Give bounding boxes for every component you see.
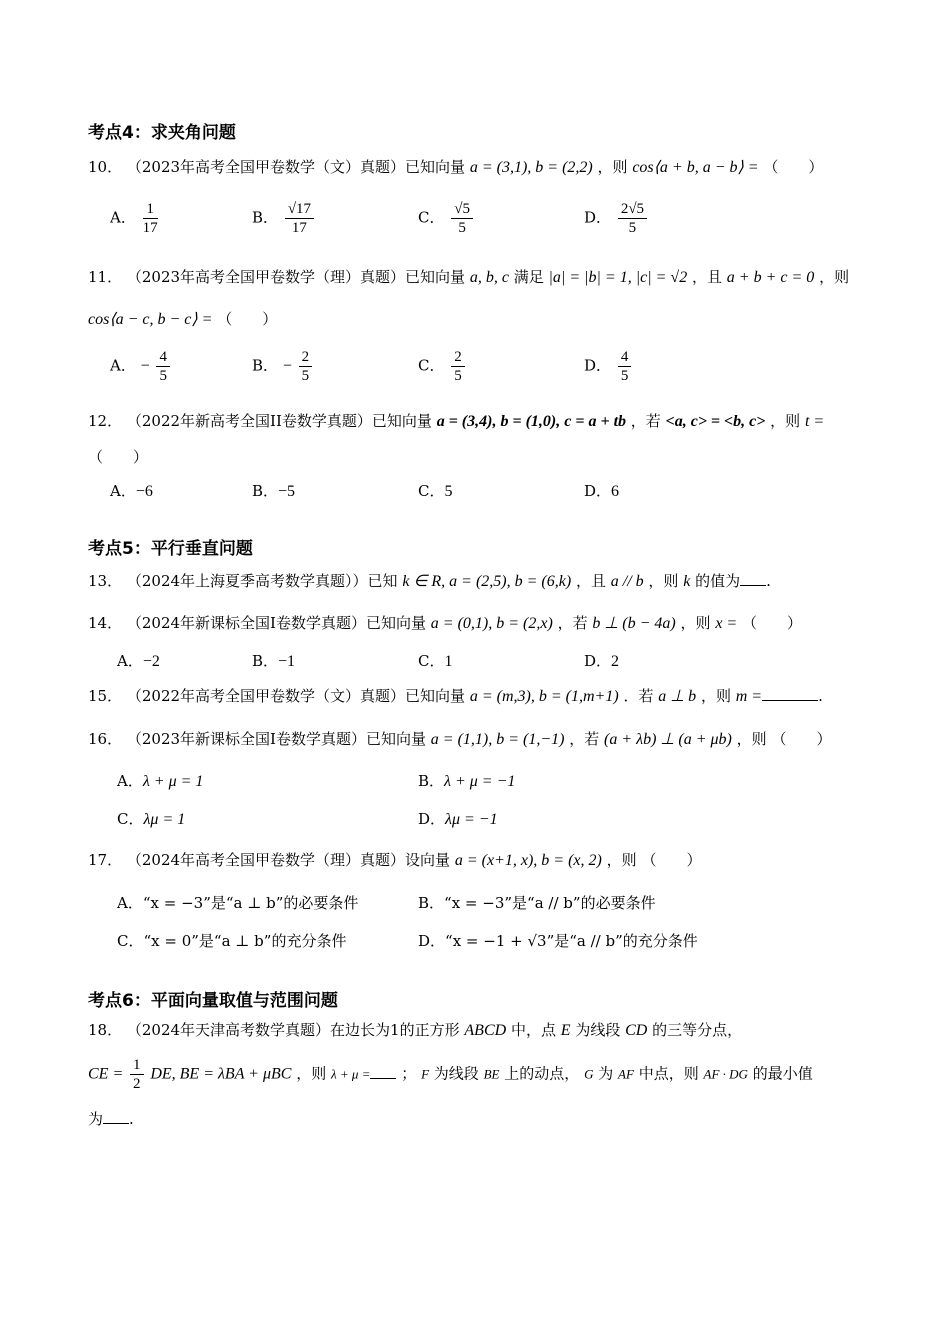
option-value: “x = −1 + √3”是“a // b”的充分条件 [445,932,698,950]
question-text: 中点，则 [638,1064,699,1083]
question-text: 的最小值 [752,1064,813,1083]
numerator: 1 [143,200,158,219]
math-expr: CE = [88,1065,124,1083]
option-value: “x = −3”是“a ⊥ b”的必要条件 [142,894,359,912]
section-title-6: 考点6：平面向量取值与范围问题 [88,991,338,1011]
math-expr: BE [483,1066,500,1082]
option-label: C． [117,932,144,950]
question-number: 16． [88,730,123,748]
question-number: 17． [88,851,123,869]
question-source: （2024年新课标全国Ⅰ卷数学真题）已知向量 [126,614,426,632]
math-expr: ABCD [464,1022,507,1039]
answer-paren: （ ） [88,448,149,466]
option-c [418,200,475,237]
numerator: √17 [285,200,314,219]
question-number: 14． [88,614,123,632]
option-label: D． [584,356,612,375]
sign: − [140,357,150,375]
fraction [285,200,314,237]
option-label: B． [252,482,279,500]
question-number: 10． [88,158,123,176]
question-text: ，则 [700,687,731,705]
option-d [584,200,649,237]
denominator: 5 [628,220,637,236]
option-label: D． [418,932,446,950]
math-expr: λ + μ = [331,1066,371,1082]
question-text: 为 [598,1064,614,1083]
option-label: A． [117,652,143,670]
math-expr: x = [715,615,738,632]
math-expr: <a, c> = <b, c> [665,413,766,430]
question-18-line3 [88,1108,134,1129]
option-label: D． [584,652,612,670]
answer-paren: （ ） [742,614,803,632]
question-text: ； [401,1064,417,1083]
option-label: D． [418,810,446,828]
question-18-line2 [88,1056,813,1093]
question-text: ，且 [691,268,722,286]
question-text: ．若 [623,687,654,705]
question-text: 的三等分点， [652,1021,743,1039]
fraction [156,348,170,385]
fraction [451,200,473,237]
option-value: 1 [444,653,453,670]
math-expr: cos⟨a + b, a − b⟩ = [632,159,759,176]
math-expr: a = (3,1), b = (2,2) [469,159,593,176]
question-18 [88,1019,742,1040]
math-expr: a = (1,1), b = (1,−1) [430,731,565,748]
question-12 [88,410,824,431]
question-text: 为线段 [575,1021,621,1039]
question-source: （2024年高考全国甲卷数学（理）真题）设向量 [126,851,451,869]
question-text: ，则 [680,614,711,632]
option-a [110,200,160,237]
option-value: λ + μ = −1 [444,773,516,790]
option-label: C． [418,208,445,227]
question-number: 11． [88,268,123,286]
option-label: B． [418,894,445,912]
math-expr: a = (m,3), b = (1,m+1) [469,688,619,705]
fraction [143,200,158,237]
question-text: 的值为 [695,572,741,590]
question-11-line2 [88,308,277,329]
option-label: A． [110,482,136,500]
option-label: B． [252,652,279,670]
option-label: D． [584,208,612,227]
math-expr: CD [625,1022,648,1039]
question-17 [88,849,701,870]
option-b [418,770,515,791]
answer-paren: （ ） [771,730,832,748]
question-10 [88,156,823,177]
numerator: 2 [299,348,313,367]
numerator: 1 [130,1056,144,1075]
question-12-line2 [88,446,148,467]
question-source: （2023年高考全国甲卷数学（文）真题）已知向量 [126,158,466,176]
question-15 [88,685,823,706]
math-expr: (a + λb) ⊥ (a + μb) [604,731,732,748]
answer-blank[interactable] [103,1109,129,1124]
option-d [418,930,698,951]
question-source: （2024年上海夏季高考数学真题））已知 [126,572,398,590]
fraction [618,348,632,385]
question-text: ，则 [648,572,679,590]
math-expr: |a| = |b| = 1, |c| = √2 [548,269,688,286]
fraction [299,348,313,385]
numerator: 4 [156,348,170,367]
question-source: （2023年新课标全国Ⅰ卷数学真题）已知向量 [126,730,426,748]
math-expr: a = (x+1, x), b = (x, 2) [454,852,602,869]
option-label: C． [418,356,445,375]
answer-paren: （ ） [763,158,824,176]
denominator: 17 [291,220,307,236]
answer-blank[interactable] [740,571,766,586]
option-d [584,348,633,385]
option-c [418,348,467,385]
option-value: λμ = 1 [143,811,186,828]
math-expr: F [421,1066,430,1082]
numerator: √5 [451,200,473,219]
denominator: 2 [133,1076,141,1092]
option-value: “x = −3”是“a // b”的必要条件 [444,894,656,912]
question-text: ，则 [819,268,850,286]
question-text: 为 [88,1110,104,1128]
denominator: 5 [159,368,167,384]
section-title-5: 考点5：平行垂直问题 [88,539,253,559]
option-value: −6 [135,483,153,500]
option-c [418,650,452,671]
option-b [418,892,656,913]
answer-paren: （ ） [641,851,702,869]
question-text: ，若 [630,412,661,430]
option-value: “x = 0”是“a ⊥ b”的充分条件 [143,932,347,950]
option-value: −1 [278,653,296,670]
math-expr: a // b [610,573,644,590]
answer-paren: （ ） [217,310,278,328]
answer-blank[interactable] [762,686,818,701]
question-text: ，则 [770,412,801,430]
question-text: . [766,572,771,590]
option-label: C． [418,652,445,670]
answer-blank[interactable] [370,1064,396,1079]
option-label: D． [584,482,612,500]
denominator: 5 [454,368,462,384]
math-expr: t = [804,413,825,430]
fraction [451,348,465,385]
option-c [117,808,185,829]
question-text: ，则 [606,851,637,869]
option-c [117,930,346,951]
option-value: −2 [142,653,160,670]
option-b [252,650,295,671]
fraction [130,1056,144,1093]
option-b [252,480,295,501]
option-label: B． [252,208,279,227]
question-text: ，则 [296,1064,327,1083]
option-value: 6 [611,483,620,500]
question-source: （2024年天津高考数学真题）在边长为1的正方形 [126,1021,460,1039]
question-text: . [129,1110,134,1128]
math-expr: k [683,573,691,590]
question-text: 上的动点， [504,1064,580,1083]
question-11 [88,266,849,287]
denominator: 17 [142,220,158,236]
question-text: ，若 [557,614,588,632]
option-label: A． [110,208,136,227]
option-label: C． [418,482,445,500]
option-value: −5 [278,483,296,500]
fraction [618,200,647,237]
question-number: 13． [88,572,123,590]
question-text: ，若 [569,730,600,748]
option-value: λμ = −1 [445,811,498,828]
option-a [117,650,160,671]
question-text: 满足 [513,268,544,286]
option-d [418,808,498,829]
math-expr: m = [735,688,763,705]
denominator: 5 [458,220,466,236]
denominator: 5 [301,368,310,384]
math-expr: DE, BE = λBA + μBC [150,1065,292,1083]
math-expr: a ⊥ b [658,688,697,705]
option-b [252,200,316,237]
question-text: 中，点 [510,1021,556,1039]
math-expr: cos⟨a − c, b − c⟩ = [88,311,213,328]
math-expr: b ⊥ (b − 4a) [592,615,676,632]
question-text: . [818,687,823,705]
question-text: ，则 [736,730,767,748]
option-label: A． [117,894,143,912]
math-expr: AF [618,1066,634,1082]
option-label: C． [117,810,144,828]
denominator: 5 [620,368,629,384]
option-d [584,480,619,501]
option-value: 2 [611,653,620,670]
question-text: ，且 [575,572,606,590]
question-13 [88,570,771,591]
math-expr: AF · DG [703,1066,748,1082]
question-text: 为线段 [433,1064,479,1083]
question-number: 15． [88,687,123,705]
sign: − [282,357,292,375]
math-expr: a = (3,4), b = (1,0), c = a + tb [436,413,627,430]
option-d [584,650,619,671]
option-c [418,480,452,501]
math-expr: G [584,1066,594,1082]
numerator: 4 [618,348,632,367]
section-title-4: 考点4：求夹角问题 [88,123,236,143]
option-a [117,892,358,913]
question-number: 12． [88,412,123,430]
question-16 [88,728,831,749]
option-a [110,348,172,385]
question-text: ，则 [597,158,628,176]
question-number: 18． [88,1021,123,1039]
question-source: （2022年新高考全国II卷数学真题）已知向量 [126,412,432,430]
option-b [252,348,314,385]
option-value: λ + μ = 1 [142,773,204,790]
math-expr: k ∈ R, a = (2,5), b = (6,k) [402,573,572,590]
option-label: B． [252,356,279,375]
option-label: B． [418,772,445,790]
math-expr: a, b, c [469,269,509,286]
math-expr: a + b + c = 0 [726,269,815,286]
option-a [117,770,203,791]
option-a [110,480,153,501]
option-label: A． [117,772,143,790]
numerator: 2 [451,348,465,367]
option-label: A． [110,356,136,375]
question-source: （2022年高考全国甲卷数学（文）真题）已知向量 [126,687,466,705]
math-expr: a = (0,1), b = (2,x) [430,615,553,632]
numerator: 2√5 [618,200,647,219]
question-14 [88,612,802,633]
question-source: （2023年高考全国甲卷数学（理）真题）已知向量 [126,268,466,286]
option-value: 5 [444,483,453,500]
math-expr: E [560,1022,571,1039]
